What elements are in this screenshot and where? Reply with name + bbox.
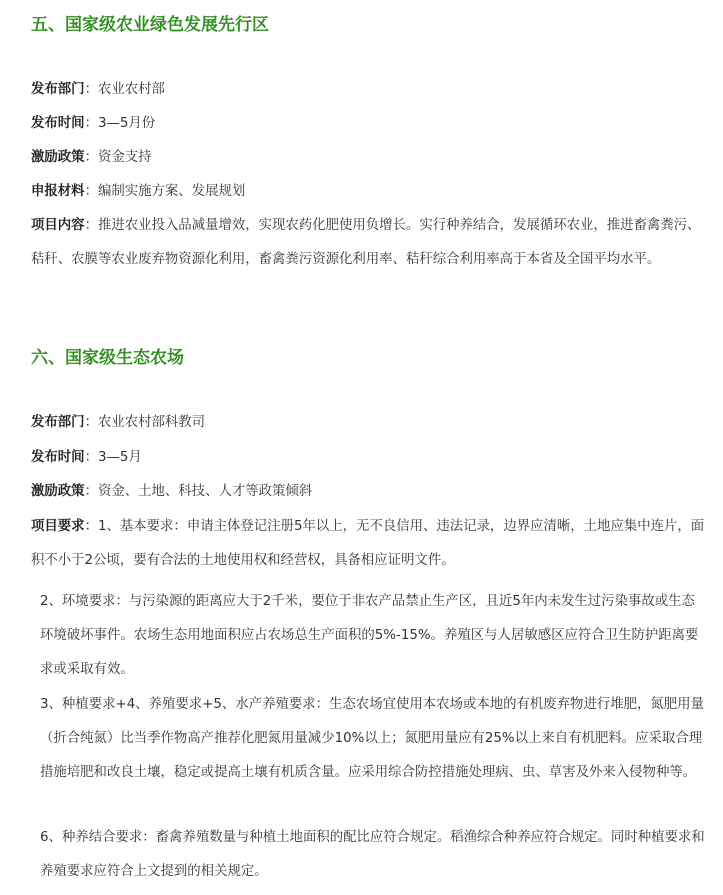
section5-content-label: 项目内容 <box>31 218 85 233</box>
section5-content-value: ：推进农业投入品减量增效，实现农药化肥使用负增长。实行种养结合，发展循环农业，推进畜禽粪污、秸秆、农膜等农业废弃物资源化利用，畜禽粪污资源化利用率、秸秆综合利用率高于本省及全国平均水平。 <box>31 218 701 267</box>
section6-department <box>31 406 711 440</box>
section6-req-planting: 3、种植要求+4、养殖要求+5、水产养殖要求：生态农场宜使用本农场或本地的有机废弃物进行堆肥，氮肥用量（折合纯氮）比当季作物高产推荐化肥氮用量减少10%以上；氮肥用量应有25%以上来自有机肥料。应采取合理措施培肥和改良土壤，稳定或提高土壤有机质含量。应采用综合防控措施处理病、虫、草害及外来入侵物种等。 <box>40 697 704 780</box>
section5-materials <box>31 175 711 209</box>
section6-policy-label: 激励政策 <box>31 484 85 499</box>
section5-time <box>31 107 711 141</box>
section6-requirements-label: 项目要求 <box>31 519 85 534</box>
section6-req-environment: 2、环境要求：与污染源的距离应大于2千米，要位于非农产品禁止生产区，且近5年内未发生过污染事故或生态环境破坏事件。农场生态用地面积应占农场总生产面积的5%-15%。养殖区与人居敏感区应符合卫生防护距离要求或采取有效。 <box>40 594 699 677</box>
section6-time <box>31 441 711 475</box>
section6-requirements-value: ：1、基本要求：申请主体登记注册5年以上，无不良信用、违法记录，边界应清晰，土地应集中连片，面积不小于2公顷，要有合法的土地使用权和经营权，具备相应证明文件。 <box>31 519 705 568</box>
section6-requirements <box>31 510 711 578</box>
section6-department-label: 发布部门 <box>31 415 85 430</box>
section5-department-value: ：农业农村部 <box>84 82 165 97</box>
section5-policy-value: ：资金支持 <box>84 150 152 165</box>
section5-heading: 五、国家级农业绿色发展先行区 <box>31 15 269 35</box>
section6-time-value: ：3—5月 <box>84 450 142 465</box>
section6-policy <box>31 475 711 509</box>
section5-policy <box>31 141 711 175</box>
section5-department <box>31 73 711 107</box>
section5-materials-label: 申报材料 <box>31 184 85 199</box>
section6-heading: 六、国家级生态农场 <box>31 348 184 368</box>
section6-department-value: ：农业农村部科教司 <box>84 415 206 430</box>
section5-time-label: 发布时间 <box>31 116 85 131</box>
section5-time-value: ：3—5月份 <box>84 116 156 131</box>
section5-materials-value: ：编制实施方案、发展规划 <box>84 184 246 199</box>
section5-content <box>31 209 711 277</box>
section6-time-label: 发布时间 <box>31 450 85 465</box>
section5-department-label: 发布部门 <box>31 82 85 97</box>
section5-policy-label: 激励政策 <box>31 150 85 165</box>
section6-policy-value: ：资金、土地、科技、人才等政策倾斜 <box>84 484 313 499</box>
section6-req-integration: 6、种养结合要求：畜禽养殖数量与种植土地面积的配比应符合规定。稻渔综合种养应符合规定。同时种植要求和养殖要求应符合上文提到的相关规定。 <box>40 830 705 879</box>
